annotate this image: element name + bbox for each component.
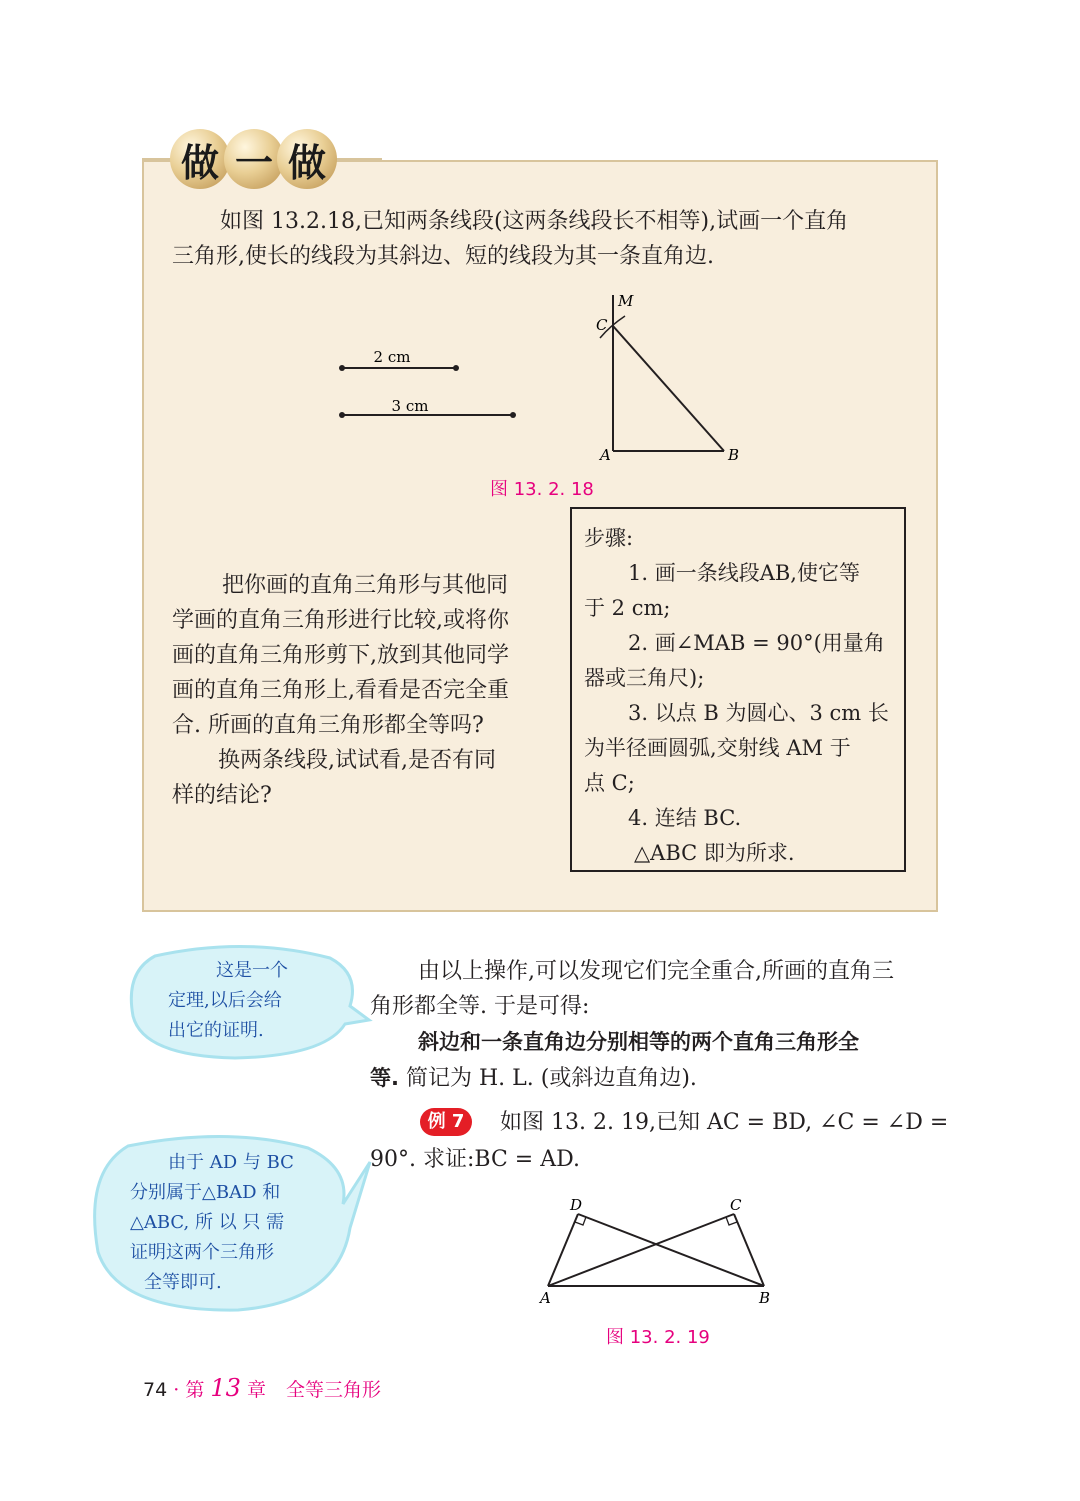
chapter-suffix: 章 bbox=[246, 1379, 266, 1401]
label-c: C bbox=[596, 316, 608, 334]
label-a2: A bbox=[540, 1289, 551, 1307]
theorem-line-2-rest: 简记为 H. L. (或斜边直角边). bbox=[398, 1066, 697, 1091]
compare-line: 样的结论? bbox=[172, 783, 272, 808]
step-line: 为半径画圆弧,交射线 AM 于 bbox=[584, 736, 851, 760]
intro-line-2: 三角形,使长的线段为其斜边、短的线段为其一条直角边. bbox=[172, 244, 714, 269]
step-line: 2. 画∠MAB = 90°(用量角 bbox=[628, 631, 885, 655]
bubble-2-line: △ABC, 所 以 只 需 bbox=[130, 1212, 285, 1233]
intro-line-1: 如图 13.2.18,已知两条线段(这两条线段长不相等),试画一个直角 bbox=[220, 209, 849, 234]
compare-line: 画的直角三角形剪下,放到其他同学 bbox=[172, 643, 509, 668]
bubble-2-text bbox=[130, 1148, 330, 1298]
label-a: A bbox=[600, 446, 611, 464]
segment-bc bbox=[613, 326, 724, 451]
steps-box bbox=[570, 507, 906, 872]
badge-char-1: 做 bbox=[170, 129, 230, 189]
label-2cm: 2 cm bbox=[373, 348, 411, 366]
compare-line: 合. 所画的直角三角形都全等吗? bbox=[172, 713, 484, 738]
step-line: 点 C; bbox=[584, 771, 635, 795]
segment-ac bbox=[548, 1214, 734, 1286]
example-line-2: 90°. 求证:BC = AD. bbox=[370, 1147, 580, 1172]
step-line: 1. 画一条线段AB,使它等 bbox=[628, 561, 860, 585]
chapter-number: 13 bbox=[210, 1374, 241, 1402]
label-d: D bbox=[570, 1196, 583, 1214]
page-number: 74 bbox=[143, 1379, 168, 1401]
theorem-line-2 bbox=[370, 1060, 697, 1096]
steps-title: 步骤: bbox=[584, 526, 634, 550]
compare-line: 学画的直角三角形进行比较,或将你 bbox=[172, 608, 509, 633]
figure-13-2-19-caption: 图 13. 2. 19 bbox=[606, 1327, 710, 1348]
step-line: 3. 以点 B 为圆心、3 cm 长 bbox=[628, 701, 889, 725]
conclusion-line-2: 角形都全等. 于是可得: bbox=[370, 994, 590, 1019]
page-footer bbox=[143, 1374, 381, 1404]
theorem-line-1: 斜边和一条直角边分别相等的两个直角三角形全 bbox=[418, 1030, 859, 1054]
chapter-prefix: 第 bbox=[185, 1379, 205, 1401]
label-c2: C bbox=[730, 1196, 742, 1214]
figure-13-2-18 bbox=[330, 290, 750, 470]
bubble-1-text bbox=[168, 956, 338, 1046]
badge-char-2: 一 bbox=[224, 129, 284, 189]
label-b2: B bbox=[759, 1289, 771, 1307]
step-line: 器或三角尺); bbox=[584, 666, 705, 690]
bubble-2-line: 证明这两个三角形 bbox=[130, 1242, 274, 1263]
conclusion-line-1: 由以上操作,可以发现它们完全重合,所画的直角三 bbox=[418, 959, 894, 984]
compare-line: 把你画的直角三角形与其他同 bbox=[222, 573, 509, 598]
bubble-2-line: 由于 AD 与 BC bbox=[168, 1152, 294, 1173]
step-line: △ABC 即为所求. bbox=[634, 841, 795, 865]
badge-char-3: 做 bbox=[277, 129, 337, 189]
segment-db bbox=[578, 1214, 764, 1286]
compare-line: 换两条线段,试试看,是否有同 bbox=[218, 748, 496, 773]
bubble-1-line: 定理,以后会给 bbox=[168, 990, 282, 1011]
label-b: B bbox=[728, 446, 740, 464]
example-line-1: 如图 13. 2. 19,已知 AC = BD, ∠C = ∠D = bbox=[500, 1110, 949, 1135]
bubble-1-line: 这是一个 bbox=[216, 960, 288, 981]
bubble-2-line: 全等即可. bbox=[144, 1272, 222, 1293]
compare-line: 画的直角三角形上,看看是否完全重 bbox=[172, 678, 509, 703]
bubble-2-line: 分别属于△BAD 和 bbox=[130, 1182, 281, 1203]
label-3cm: 3 cm bbox=[391, 397, 429, 415]
chapter-title: 全等三角形 bbox=[286, 1379, 382, 1401]
step-line: 于 2 cm; bbox=[584, 596, 671, 620]
example-7-tag: 例 7 bbox=[420, 1108, 472, 1136]
figure-13-2-18-caption: 图 13. 2. 18 bbox=[490, 479, 594, 500]
figure-13-2-19 bbox=[530, 1190, 780, 1310]
bubble-1-line: 出它的证明. bbox=[168, 1020, 264, 1041]
label-m: M bbox=[618, 292, 634, 310]
footer-dot: · bbox=[173, 1379, 180, 1401]
compare-paragraph bbox=[172, 568, 552, 813]
theorem-line-2-bold: 等. bbox=[370, 1066, 399, 1090]
step-line: 4. 连结 BC. bbox=[628, 806, 742, 830]
